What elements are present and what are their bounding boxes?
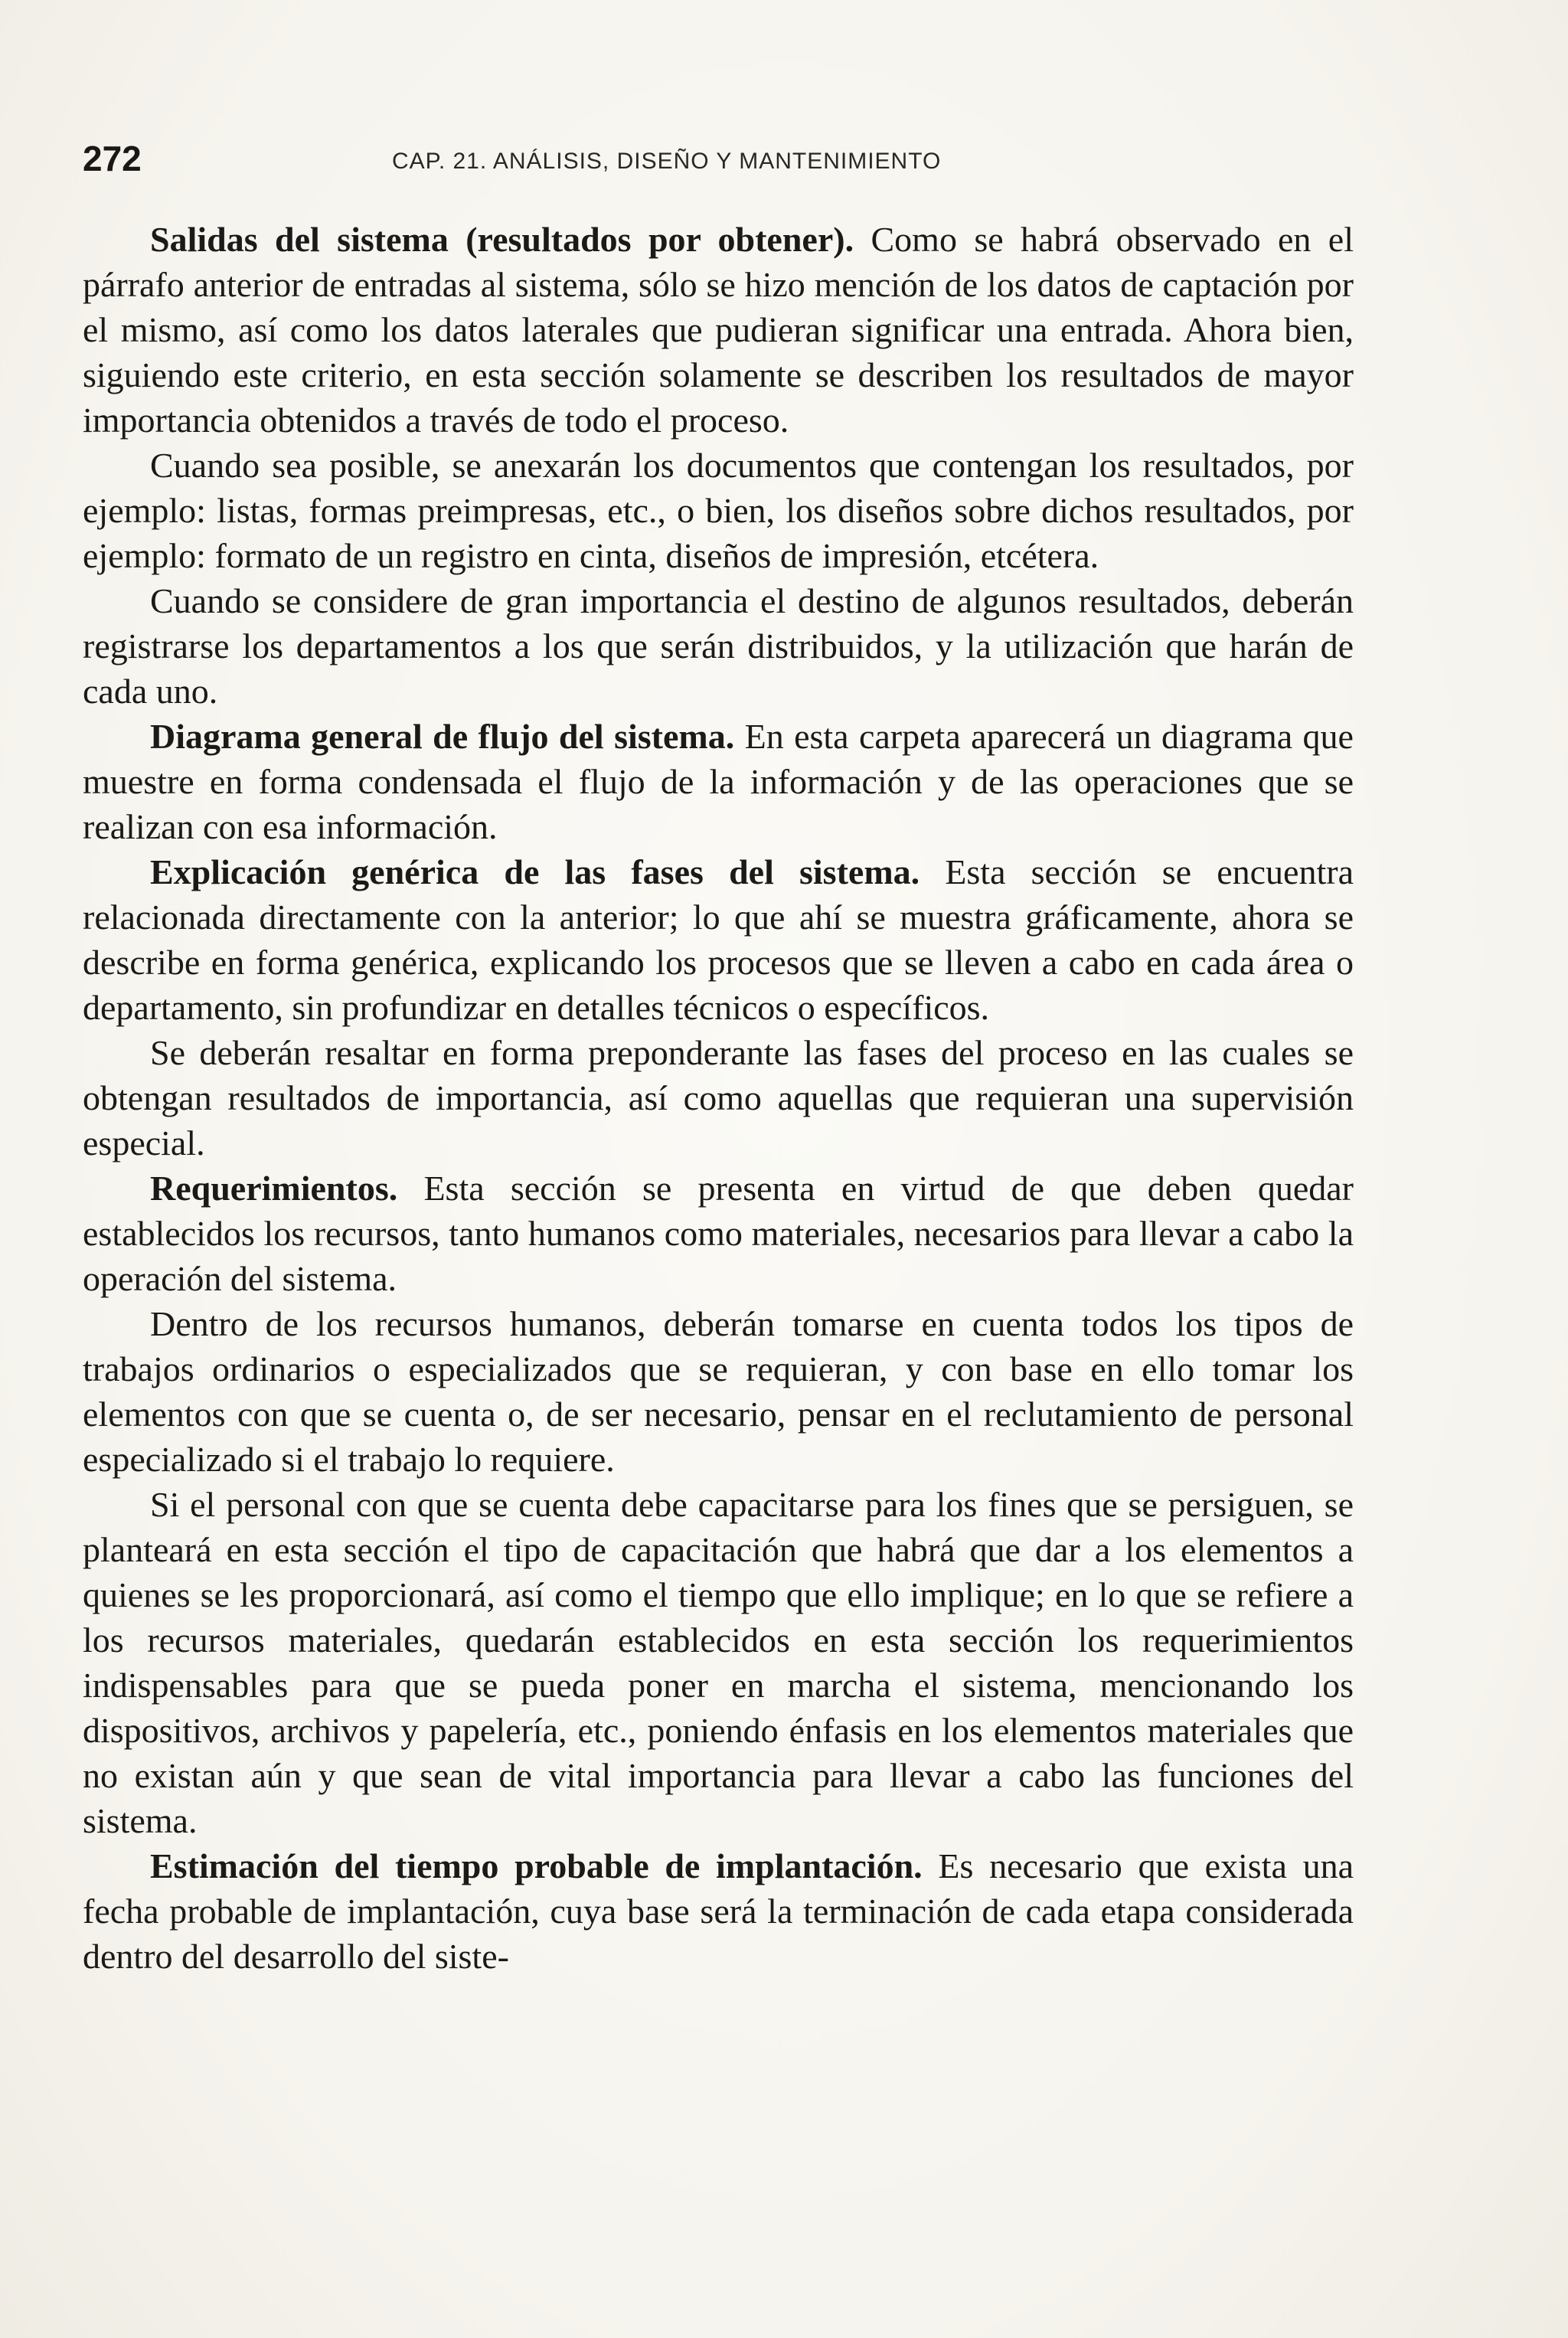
paragraph-requerimientos [83,1166,1354,1301]
paragraph [83,1030,1354,1166]
paragraph-text: Como se habrá observado en el párrafo anterior de entradas al sistema, sólo se hizo mención de los datos de captación por el mismo, así como los datos laterales que pudieran significar una entrada. Ahora bien, siguiendo este criterio, en esta sección solamente se describen los resultados de mayor importancia obtenidos a través de todo el proceso. [83,220,1354,440]
paragraph-heading: Requerimientos. [150,1169,398,1208]
paragraph-text: Si el personal con que se cuenta debe capacitarse para los fines que se persiguen, se planteará en esta sección el tipo de capacitación que habrá que dar a los elementos a quienes se les proporcionará, así como el tiempo que ello implique; en lo que se refiere a los recursos materiales, quedarán establecidos en esta sección los requerimientos indispensables para que se pueda poner en marcha el sistema, mencionando los dispositivos, archivos y papelería, etc., poniendo énfasis en los elementos materiales que no existan aún y que sean de vital importancia para llevar a cabo las funciones del sistema. [83,1485,1354,1840]
paragraph [83,1482,1354,1843]
paragraph-diagrama [83,714,1354,849]
page-header [83,132,1461,185]
paragraph-estimacion [83,1843,1354,1979]
paragraph [83,1301,1354,1482]
page-number: 272 [83,139,142,178]
paragraph-text: Esta sección se encuentra relacionada directamente con la anterior; lo que ahí se muestra gráficamente, ahora se describe en forma genérica, explicando los procesos que se lleven a cabo en cada área o departamento, sin profundizar en detalles técnicos o específicos. [83,852,1354,1027]
paragraph-explicacion [83,849,1354,1030]
paragraph-text: Cuando sea posible, se anexarán los documentos que contengan los resultados, por ejemplo: listas, formas preimpresas, etc., o bien, los diseños sobre dichos resultados, por ejemplo: formato de un registro en cinta, diseños de impresión, etcétera. [83,446,1354,575]
paragraph-text: Dentro de los recursos humanos, deberán tomarse en cuenta todos los tipos de trabajos ordinarios o especializados que se requieran, y con base en ello tomar los elementos con que se cuenta o, de ser necesario, pensar en el reclutamiento de personal especializado si el trabajo lo requiere. [83,1304,1354,1479]
paragraph-text: Se deberán resaltar en forma preponderante las fases del proceso en las cuales se obtengan resultados de importancia, así como aquellas que requieran una supervisión especial. [83,1033,1354,1162]
paragraph-text: Es necesario que exista una fecha probable de implantación, cuya base será la terminación de cada etapa considerada dentro del desarrollo del siste- [83,1846,1354,1976]
paragraph-heading: Salidas del sistema (resultados por obtener). [150,220,854,259]
paragraph [83,578,1354,714]
paragraph-heading: Explicación genérica de las fases del sistema. [150,852,920,891]
running-head: CAP. 21. ANÁLISIS, DISEÑO Y MANTENIMIENTO [392,149,942,174]
paragraph-text: Esta sección se presenta en virtud de que deben quedar establecidos los recursos, tanto humanos como materiales, necesarios para llevar a cabo la operación del sistema. [83,1169,1354,1298]
paragraph [83,443,1354,578]
paragraph-heading: Estimación del tiempo probable de implantación. [150,1846,923,1885]
paragraph-salidas [83,217,1354,443]
paragraph-text: En esta carpeta aparecerá un diagrama que muestre en forma condensada el flujo de la información y de las operaciones que se realizan con esa información. [83,717,1354,846]
paragraph-text: Cuando se considere de gran importancia el destino de algunos resultados, deberán registrarse los departamentos a los que serán distribuidos, y la utilización que harán de cada uno. [83,581,1354,711]
body-text [83,217,1354,1979]
paragraph-heading: Diagrama general de flujo del sistema. [150,717,735,756]
